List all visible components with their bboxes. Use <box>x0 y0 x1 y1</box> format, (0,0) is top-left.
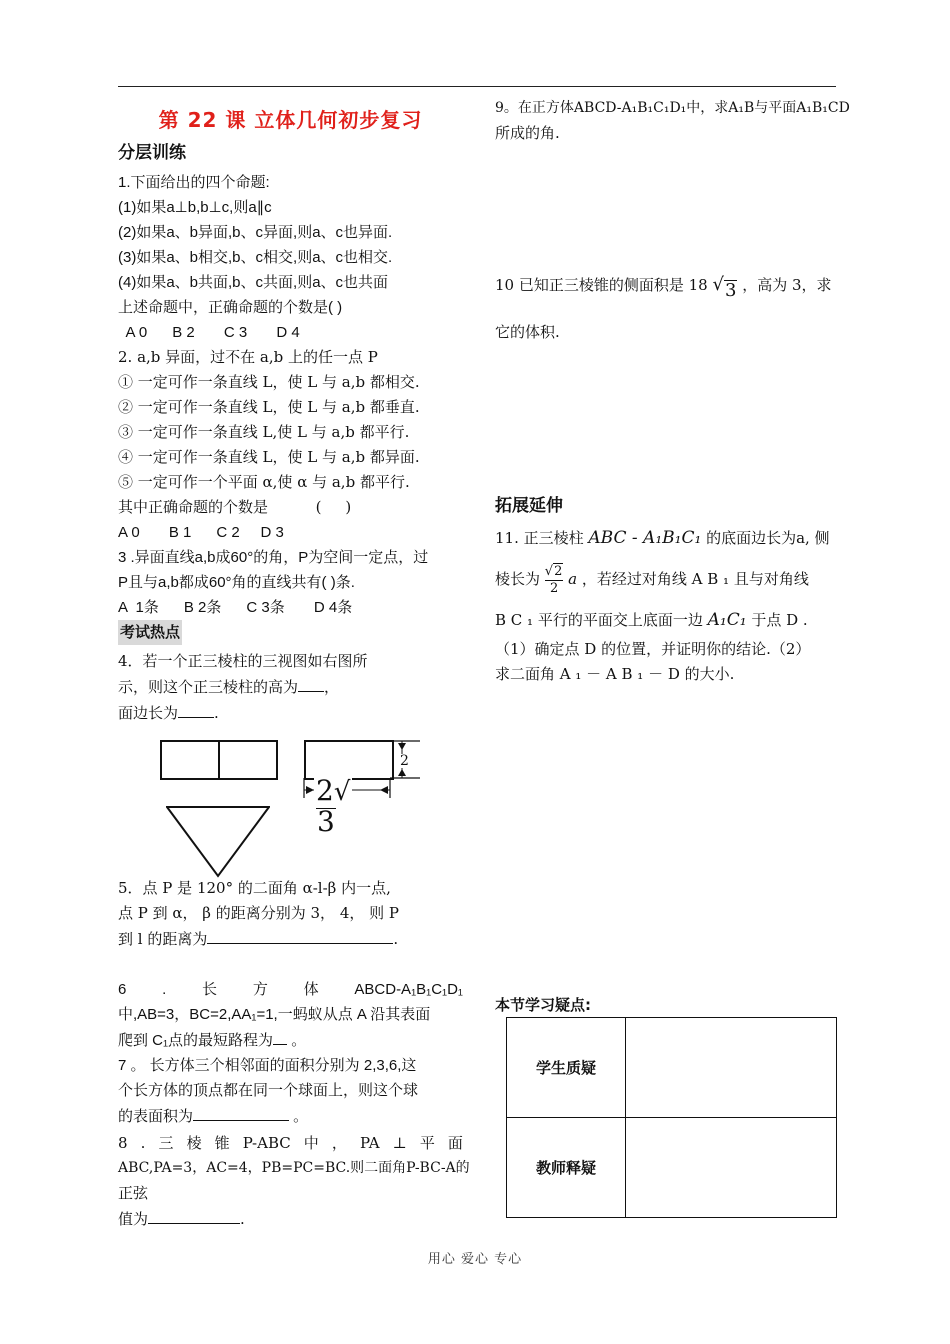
q6-word: 方 <box>252 981 268 998</box>
table-row <box>507 1118 837 1218</box>
q7-line: 个长方体的顶点都在同一个球面上，则这个球 <box>118 1082 419 1099</box>
q6-word: 体 <box>303 981 319 998</box>
q5-line: 到 l 的距离为 <box>118 930 208 948</box>
answer-blank[interactable] <box>207 926 393 944</box>
q6-line: 中,AB=3，BC=2,AA₁=1,一蚂蚁从点 A 沿其表面 <box>118 1006 431 1023</box>
q11-frac-den: 2 <box>545 580 564 597</box>
left-column <box>118 106 463 726</box>
q6-word: ABCD-A₁B₁C₁D₁ <box>354 981 463 998</box>
q1-options: A 0 B 2 C 3 D 4 <box>118 324 300 341</box>
left-column-lower <box>118 876 470 1232</box>
question-10 <box>495 272 840 345</box>
q2-options: A 0 B 1 C 2 D 3 <box>118 524 284 541</box>
q1-ask: 上述命题中，正确命题的个数是( ) <box>118 299 343 316</box>
q10-line: 它的体积. <box>495 323 560 341</box>
page-footer: 用心 爱心 专心 <box>427 1252 523 1267</box>
q8-line: 正弦 <box>118 1184 149 1202</box>
q11-line: 求二面角 A ₁ － A B ₁ － D 的大小. <box>495 665 735 683</box>
q1-stem: 1.下面给出的四个命题: <box>118 174 270 191</box>
q9-line: 9。在正方体ABCD-A₁B₁C₁D₁中，求A₁B与平面A₁B₁CD <box>495 100 850 116</box>
width-radicand: 3 <box>317 805 335 838</box>
student-question-cell[interactable] <box>626 1018 837 1118</box>
doubts-heading: 本节学习疑点: <box>495 996 591 1014</box>
section-heading-layered-training: 分层训练 <box>118 143 186 163</box>
q11-text: B C ₁ 平行的平面交上底面一边 <box>495 611 703 629</box>
extension-section <box>495 494 840 687</box>
q2-item: ② 一定可作一条直线 L，使 L 与 a,b 都垂直. <box>118 398 420 416</box>
q11-fraction: $\frac{√2}{2}$ <box>544 564 563 596</box>
q11-prism: ABC - A₁B₁C₁ <box>588 528 702 548</box>
q2-item: ① 一定可作一条直线 L，使 L 与 a,b 都相交. <box>118 373 420 391</box>
front-view-divider <box>218 740 220 778</box>
q8-line: ABC,PA=3，AC=4，PB=PC=BC.则二面角P-BC-A的 <box>118 1160 470 1176</box>
question-6 <box>118 977 463 1053</box>
q8-word: . <box>140 1134 146 1152</box>
q8-word: 锥 <box>214 1134 230 1152</box>
width-label: 2√3 <box>316 774 351 838</box>
q2-item: ③ 一定可作一条直线 L,使 L 与 a,b 都平行. <box>118 423 410 441</box>
q8-word: 棱 <box>186 1134 202 1152</box>
q2-item: ④ 一定可作一条直线 L，使 L 与 a,b 都异面. <box>118 448 420 466</box>
q3-line: 3 .异面直线a,b成60°的角，P为空间一定点，过 <box>118 549 429 566</box>
q2-ask: 其中正确命题的个数是 ( ) <box>118 498 352 516</box>
q8-line: 值为 <box>118 1210 149 1228</box>
q4-line: 面边长为 <box>118 704 179 722</box>
q8-word: 8 <box>118 1134 128 1152</box>
page-title: 第 22 课 立体几何初步复习 <box>158 108 423 132</box>
q8-punct: . <box>240 1210 245 1228</box>
q2-stem: 2. a,b 异面，过不在 a,b 上的任一点 P <box>118 348 378 366</box>
q11-text: 11. 正三棱柱 <box>495 529 584 547</box>
q8-word: PA <box>359 1134 380 1152</box>
answer-blank[interactable] <box>148 1206 240 1224</box>
question-1 <box>118 170 463 345</box>
header-rule <box>118 86 836 87</box>
answer-blank[interactable] <box>193 1103 289 1121</box>
question-4 <box>118 649 463 726</box>
q8-word: ， <box>331 1134 347 1152</box>
q1-item: (4)如果a、b共面,b、c共面,则a、c也共面 <box>118 274 389 291</box>
question-5 <box>118 876 463 952</box>
q8-word: 三 <box>158 1134 174 1152</box>
q6-word: 6 <box>118 981 127 998</box>
q5-line: 5．点 P 是 120° 的二面角 α-l-β 内一点, <box>118 879 391 897</box>
answer-blank[interactable] <box>178 700 214 718</box>
section-heading-exam-hotspots: 考试热点 <box>118 620 182 645</box>
q11-text: 于点 D . <box>751 611 808 629</box>
q4-punct: ， <box>324 678 340 696</box>
q8-word: ⊥ <box>392 1134 407 1152</box>
q5-line: 点 P 到 α， β 的距离分别为 3， 4， 则 P <box>118 904 399 922</box>
question-2 <box>118 345 463 545</box>
q4-line: 示，则这个正三棱柱的高为 <box>118 678 299 696</box>
q1-item: (3)如果a、b相交,b、c相交,则a、c也相交. <box>118 249 393 266</box>
q11-edge: A₁C₁ <box>707 610 747 630</box>
q11-line <box>495 603 840 637</box>
q6-line <box>118 977 463 1002</box>
teacher-answer-cell[interactable] <box>626 1118 837 1218</box>
q11-text: ，若经过对角线 A B ₁ 且与对角线 <box>581 570 809 588</box>
answer-blank[interactable] <box>298 674 324 692</box>
q6-word: 长 <box>202 981 218 998</box>
question-7 <box>118 1053 463 1129</box>
q8-word: 面 <box>447 1134 463 1152</box>
q7-punct: 。 <box>289 1108 309 1125</box>
q8-word: P-ABC <box>242 1134 291 1152</box>
q10-line: 10 已知正三棱锥的侧面积是 18 √3 ，高为 3，求 <box>495 274 832 301</box>
q11-frac-var: a <box>568 570 578 588</box>
q8-word: 中 <box>303 1134 319 1152</box>
q1-item: (2)如果a、b异面,b、c异面,则a、c也异面. <box>118 224 393 241</box>
q3-line: P且与a,b都成60°角的直线共有( )条. <box>118 574 355 591</box>
q8-word: 平 <box>419 1134 435 1152</box>
q7-line: 7 。 长方体三个相邻面的面积分别为 2,3,6,这 <box>118 1057 417 1074</box>
answer-blank[interactable] <box>273 1027 287 1045</box>
question-9 <box>495 96 850 146</box>
q4-punct: . <box>214 704 219 722</box>
width-coefficient: 2 <box>316 774 334 807</box>
q10-radicand: 3 <box>724 280 737 301</box>
q6-word: . <box>162 981 167 998</box>
q11-line: （1）确定点 D 的位置，并证明你的结论.（2） <box>495 640 811 658</box>
q11-frac-num: 2 <box>554 564 563 579</box>
q2-item: ⑤ 一定可作一个平面 α,使 α 与 a,b 都平行. <box>118 473 410 491</box>
q6-line: 爬到 C₁点的最短路程为 <box>118 1032 274 1049</box>
q4-line: 4．若一个正三棱柱的三视图如右图所 <box>118 652 368 670</box>
q6-punct: 。 <box>287 1032 307 1049</box>
table-row <box>507 1018 837 1118</box>
q10-text: ，高为 3，求 <box>742 276 832 294</box>
q11-line <box>495 559 840 599</box>
top-view-triangle <box>166 806 270 878</box>
q9-line: 所成的角. <box>495 124 560 142</box>
q10-text: 10 已知正三棱锥的侧面积是 18 <box>495 276 708 294</box>
q8-line <box>118 1131 463 1156</box>
question-3 <box>118 545 463 620</box>
q11-line <box>495 523 840 553</box>
q5-punct: . <box>393 930 399 948</box>
student-question-label: 学生质疑 <box>507 1018 626 1118</box>
q7-line: 的表面积为 <box>118 1108 194 1125</box>
height-label: 2 <box>400 753 409 769</box>
q1-item: (1)如果a⊥b,b⊥c,则a∥c <box>118 199 272 216</box>
question-8 <box>118 1131 470 1232</box>
q11-text: 棱长为 <box>495 570 541 588</box>
question-11 <box>495 523 840 687</box>
q11-text: 的底面边长为a, 侧 <box>706 529 830 547</box>
doubts-table <box>506 1017 837 1218</box>
teacher-answer-label: 教师释疑 <box>507 1118 626 1218</box>
q3-options: A 1条 B 2条 C 3条 D 4条 <box>118 599 353 616</box>
section-heading-extension: 拓展延伸 <box>495 496 563 516</box>
